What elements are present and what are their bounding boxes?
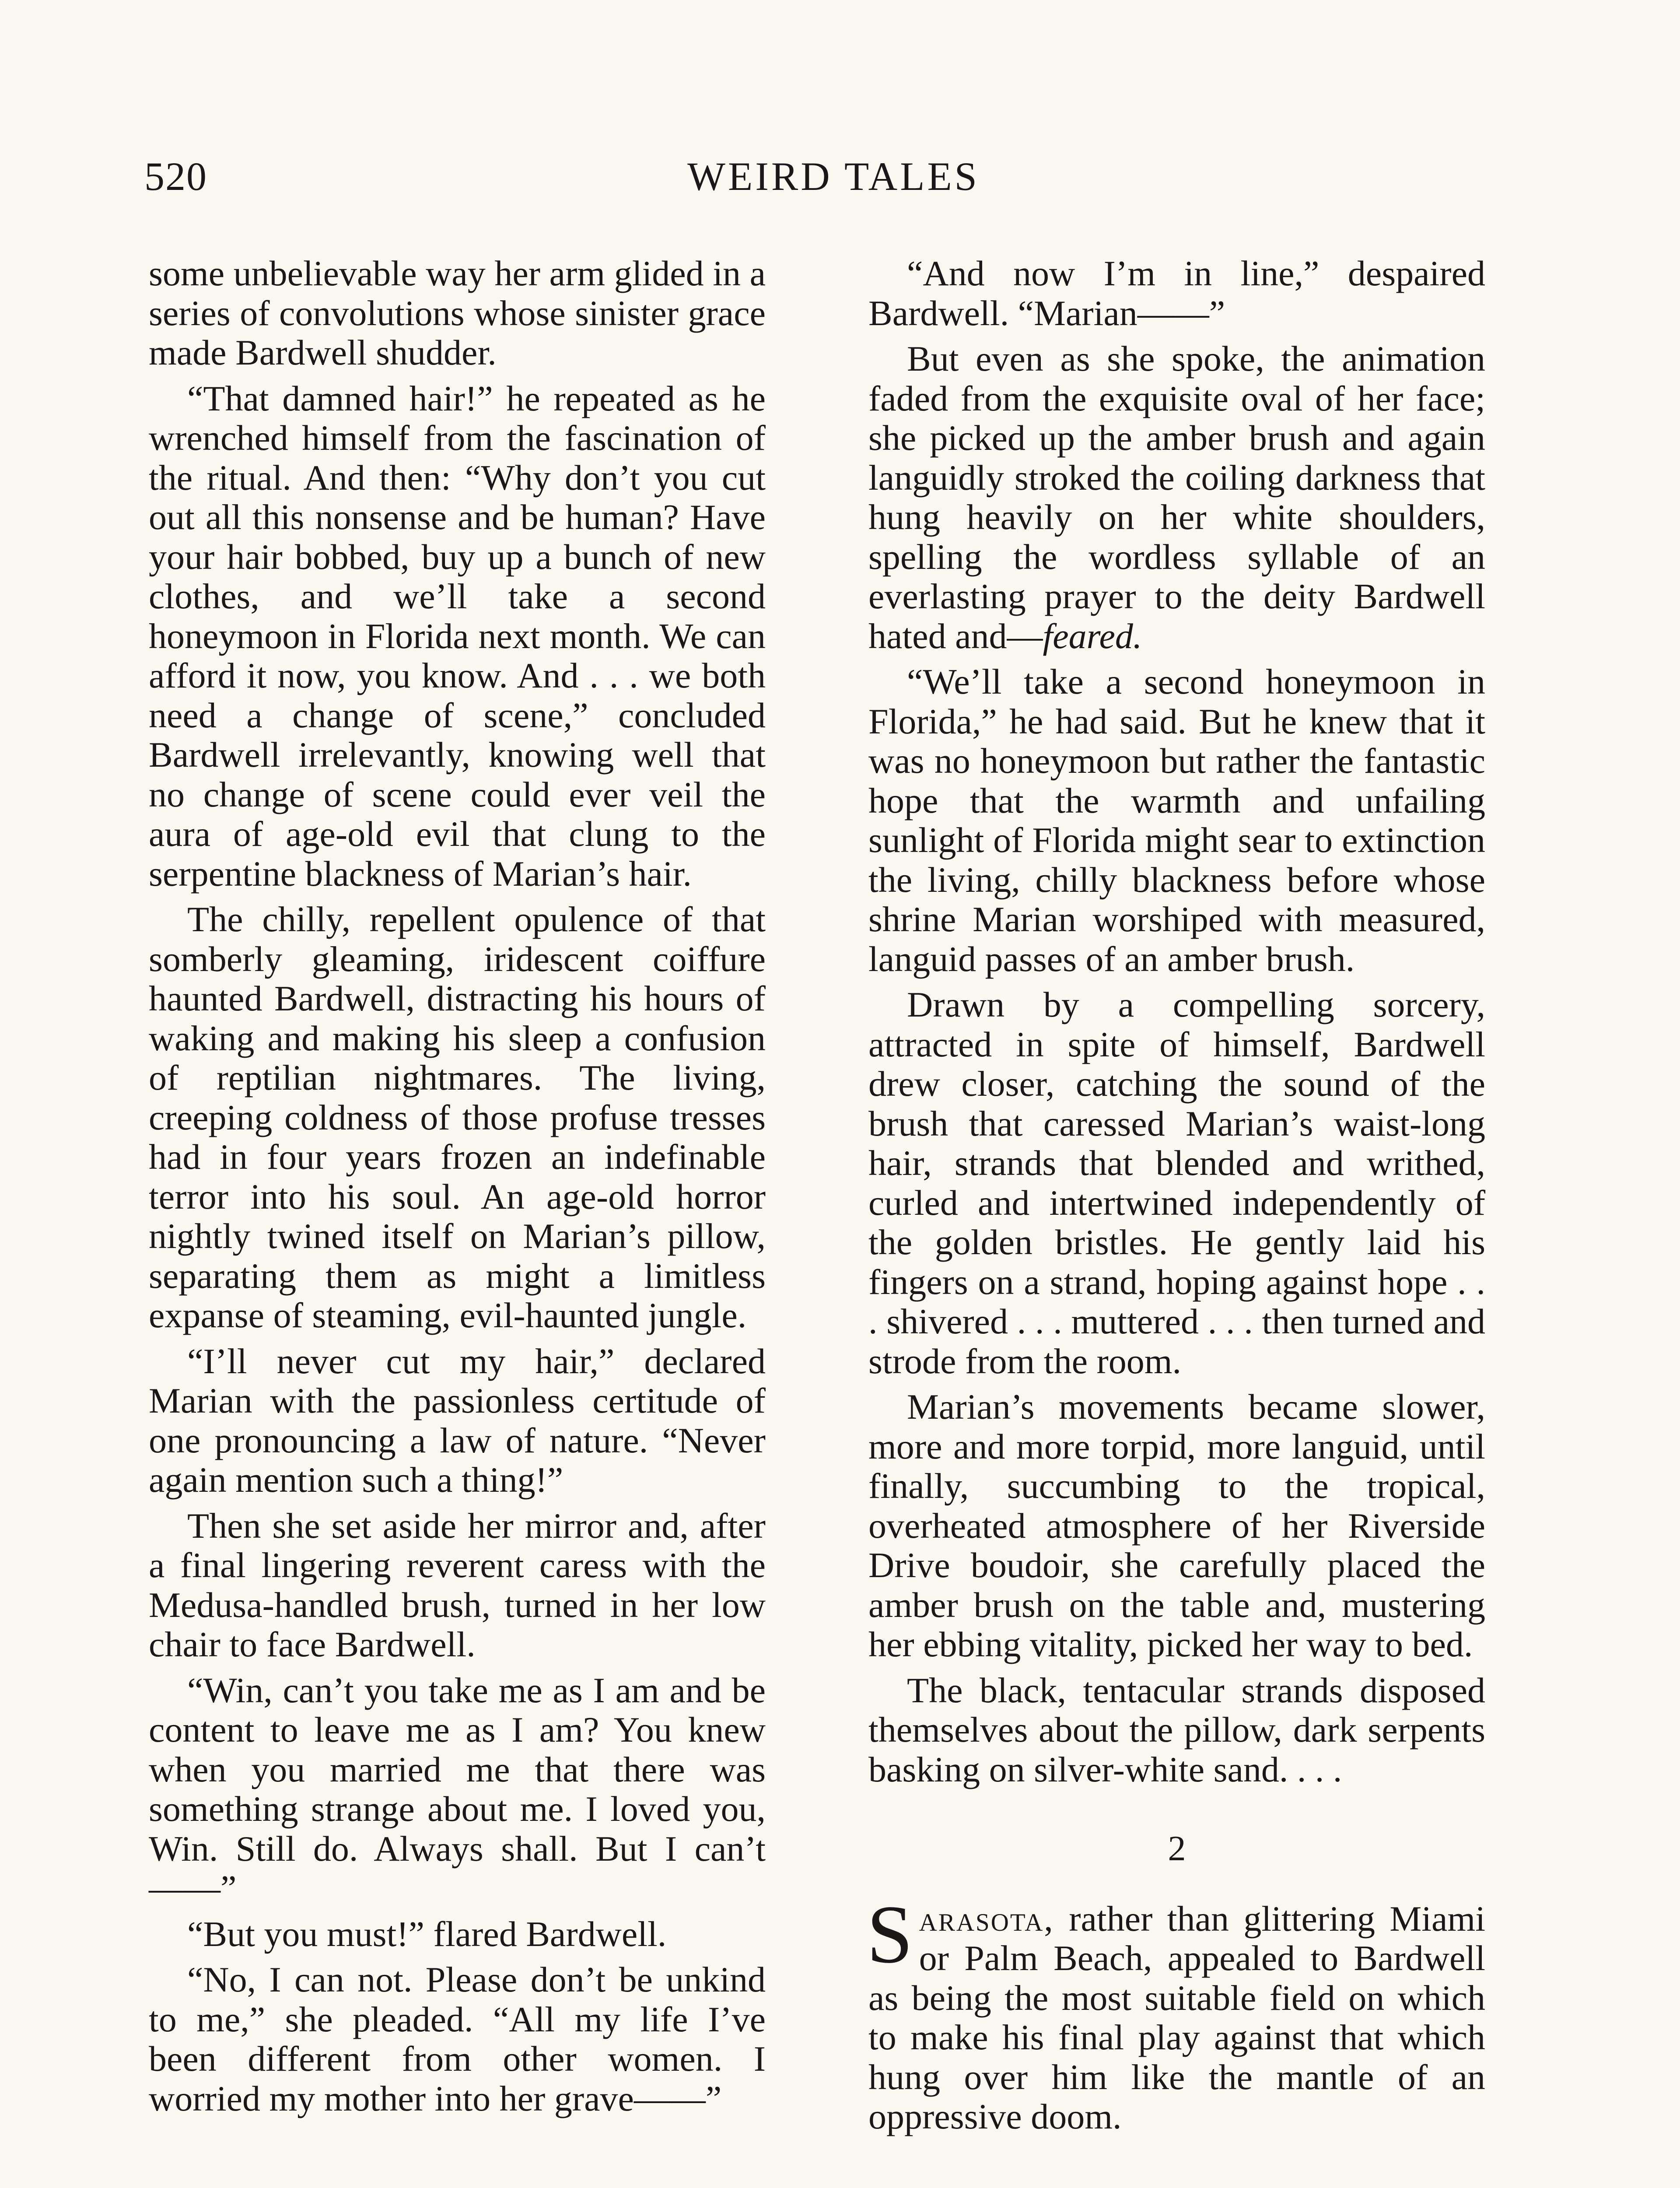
- right-column: [868, 254, 1485, 2143]
- emphasized-word: feared.: [1043, 616, 1142, 656]
- paragraph-with-dropcap: [867, 1888, 1485, 2137]
- paragraph-text: rather than glittering Miami or Palm Beach, appealed to Bardwell as being the most suitable field on which to make his final play against that which hung over him like the mantle of an oppressive doom.: [868, 1898, 1485, 2136]
- paragraph: “That damned hair!” he repeated as he wrenched himself from the fascination of the ritual. And then: “Why don’t you cut out all this nonsense and be human? Have your hair bobbed, buy up a bunch of new clothes, and we’ll take a second honeymoon in Florida next month. We can afford it now, you know. And . . . we both need a change of scene,” concluded Bardwell irrelevantly, knowing well that no change of scene could ever veil the aura of age-old evil that clung to the serpentine blackness of Marian’s hair.: [149, 378, 766, 894]
- paragraph: The black, tentacular strands disposed themselves about the pillow, dark serpents basking on silver-white sand. . . .: [868, 1670, 1485, 1789]
- paragraph: “We’ll take a second honeymoon in Florida,” he had said. But he knew that it was no honeymoon but rather the fantastic hope that the warmth and unfailing sunlight of Florida might sear to extinction the living, chilly blackness before whose shrine Marian worshiped with measured, languid passes of an amber brush.: [868, 662, 1485, 979]
- paragraph: some unbelievable way her arm glided in a series of convolutions whose sinister grace made Bardwell shudder.: [149, 253, 766, 372]
- paragraph: The chilly, repellent opulence of that somberly gleaming, iridescent coiffure haunted Bardwell, distracting his hours of waking and making his sleep a confusion of reptilian nightmares. The living, creeping coldness of those profuse tresses had in four years frozen an indefinable terror into his soul. An age-old horror nightly twined itself on Marian’s pillow, separating them as might a limitless expanse of steaming, evil-haunted jungle.: [149, 899, 766, 1335]
- paragraph: “Win, can’t you take me as I am and be content to leave me as I am? You knew when you married me that there was something strange about me. I loved you, Win. Still do. Always shall. But I can’t——”: [149, 1670, 766, 1908]
- paragraph: “I’ll never cut my hair,” declared Marian with the passionless certitude of one pronouncing a law of nature. “Never again mention such a thing!”: [149, 1341, 766, 1500]
- running-head-title: WEIRD TALES: [687, 154, 980, 199]
- paragraph: Then she set aside her mirror and, after a final lingering reverent caress with the Medusa-handled brush, turned in her low chair to face Bardwell.: [149, 1505, 766, 1664]
- paragraph: “But you must!” flared Bardwell.: [187, 1914, 667, 1954]
- paragraph: Drawn by a compelling sorcery, attracted in spite of himself, Bardwell drew closer, catching the sound of the brush that caressed Marian’s waist-long hair, strands that blended and writhed, curled and intertwined independently of the golden bristles. He gently laid his fingers on a strand, hoping against hope . . . shivered . . . muttered . . . then turned and strode from the room.: [868, 985, 1485, 1381]
- section-number: 2: [1168, 1828, 1186, 1868]
- paragraph: “No, I can not. Please don’t be unkind to me,” she pleaded. “All my life I’ve been different from other women. I worried my mother into her grave——”: [149, 1960, 766, 2118]
- page-header: [144, 153, 1522, 214]
- paragraph: “And now I’m in line,” despaired Bardwell. “Marian——”: [868, 253, 1485, 333]
- paragraph-text: But even as she spoke, the animation faded from the exquisite oval of her face; she picked up the amber brush and again languidly stroked the coiling darkness that hung heavily on her white shoulders, spelling the wordless syllable of an everlasting prayer to the deity Bardwell hated and—: [868, 339, 1485, 656]
- drop-cap: S: [867, 1888, 913, 1981]
- left-column: [149, 254, 766, 2125]
- small-caps-lead: arasota,: [919, 1898, 1054, 1939]
- page-number: 520: [144, 154, 207, 199]
- paragraph: Marian’s movements became slower, more and more torpid, more languid, until finally, succumbing to the tropical, overheated atmosphere of her Riverside Drive boudoir, she carefully placed the amber brush on the table and, mustering her ebbing vitality, picked her way to bed.: [868, 1387, 1485, 1664]
- paragraph: [868, 339, 1485, 656]
